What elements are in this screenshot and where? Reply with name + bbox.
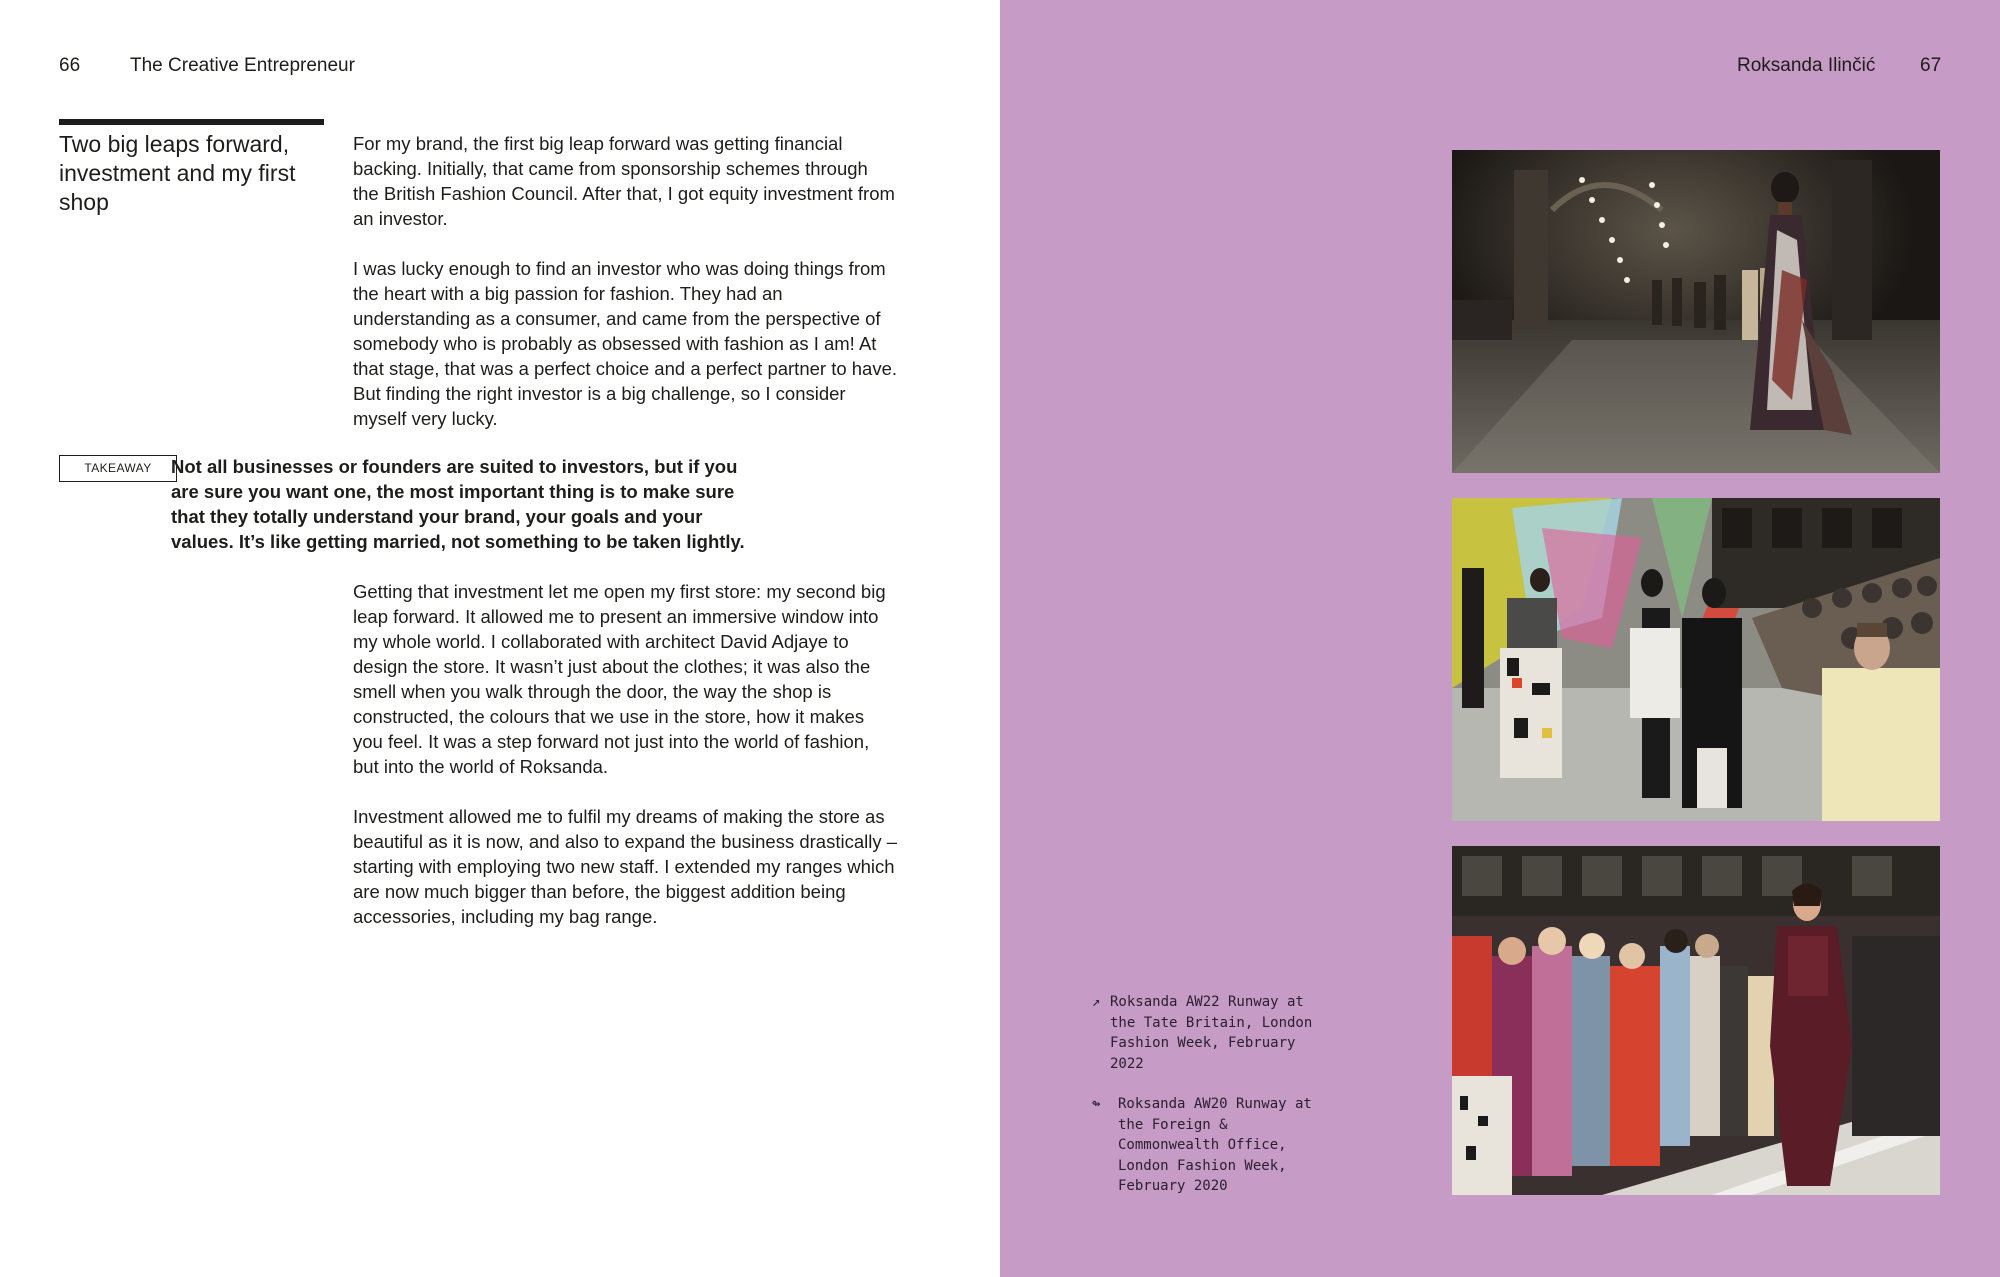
photo-captions <box>1092 992 1332 1217</box>
heading-rule <box>59 119 324 125</box>
section-heading: Two big leaps forward, investment and my first shop <box>59 131 296 215</box>
takeaway-label: TAKEAWAY <box>59 455 177 482</box>
body-text-bottom <box>353 579 898 954</box>
caption-1 <box>1092 992 1332 1074</box>
right-page <box>1000 0 2000 1277</box>
paragraph: I was lucky enough to find an investor who was doing things from the heart with a big passion for fashion. They had an understanding as a consumer, and came from the perspective of somebody who is probably as obsessed with fashion as I am! At that stage, that was a perfect choice and a perfect partner to have. But finding the right investor is a big challenge, so I consider myself very lucky. <box>353 258 898 429</box>
body-text-top <box>353 131 898 456</box>
arrow-up-right-icon: ↗ <box>1092 994 1101 1010</box>
runway-photo-tate-britain <box>1452 150 1940 473</box>
paragraph: Investment allowed me to fulfil my dreams of making the store as beautiful as it is now, and also to expand the business drastically – starting with employing two new staff. I extended my ranges which are now much bigger than before, the biggest addition being accessories, including my bag range. <box>353 806 898 927</box>
running-head-left: The Creative Entrepreneur <box>130 55 355 76</box>
paragraph: For my brand, the first big leap forward was getting financial backing. Initially, that came from sponsorship schemes through the British Fashion Council. After that, I got equity investment from an investor. <box>353 133 895 229</box>
caption-text: Roksanda AW20 Runway at the Foreign & Commonwealth Office, London Fashion Week, February 2020 <box>1118 1096 1312 1194</box>
running-head-right: Roksanda Ilinčić <box>1737 55 1876 76</box>
caption-text: Roksanda AW22 Runway at the Tate Britain, London Fashion Week, February 2022 <box>1110 994 1313 1072</box>
runway-photo-foreign-office-front-row <box>1452 846 1940 1195</box>
squiggle-arrow-icon: ↬ <box>1092 1096 1101 1112</box>
page-number-left: 66 <box>59 55 81 76</box>
paragraph: Getting that investment let me open my first store: my second big leap forward. It allowed me to present an immersive window into my whole world. I collaborated with architect David Adjaye to design the store. It wasn’t just about the clothes; it was also the smell when you walk through the door, the way the shop is constructed, the colours that we use in the store, how it makes you feel. It was a step forward not just into the world of fashion, but into the world of Roksanda. <box>353 581 886 777</box>
page-number-right: 67 <box>1920 55 1942 76</box>
runway-photo-foreign-office-colorful <box>1452 498 1940 821</box>
caption-2 <box>1092 1094 1332 1197</box>
takeaway-text: Not all businesses or founders are suited to investors, but if you are sure you want one, the most important thing is to make sure that they totally understand your brand, your goals and your values. It’s like getting married, not something to be taken lightly. <box>171 456 745 552</box>
